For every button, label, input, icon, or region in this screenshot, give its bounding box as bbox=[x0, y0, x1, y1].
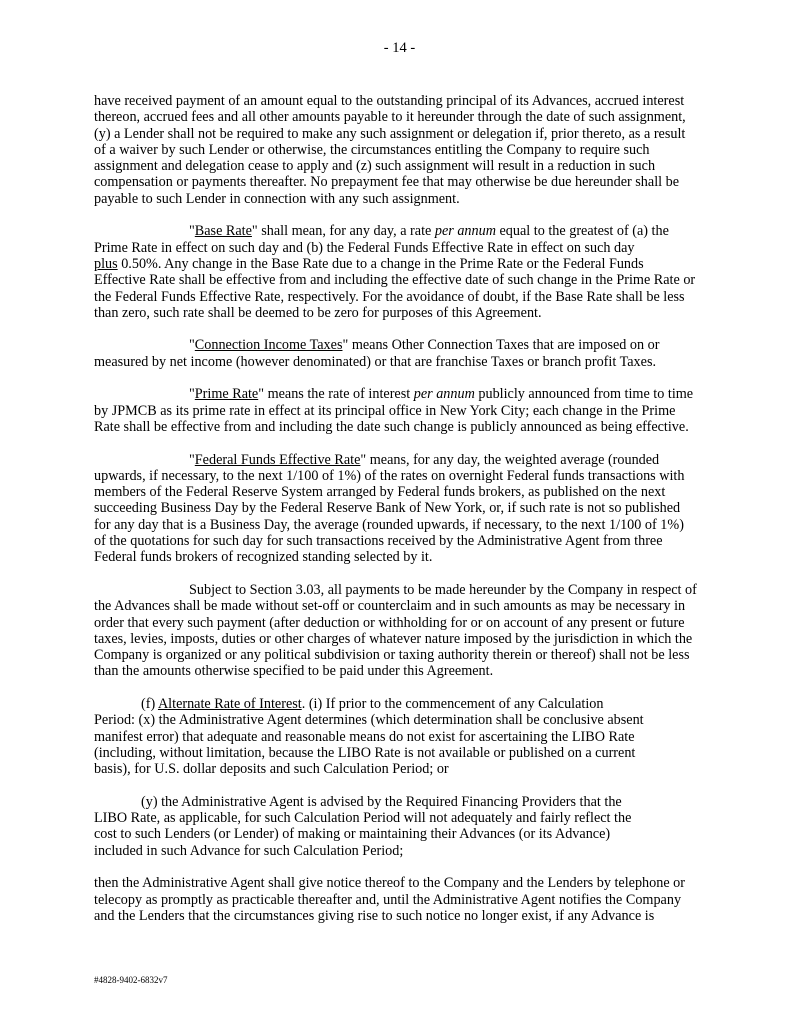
definition-connection-income-taxes: "Connection Income Taxes" means Other Connection Taxes that are imposed on or measured by net income (however denominated) or that are franchise Taxes or branch profit Taxes. bbox=[94, 337, 709, 370]
text-line: have received payment of an amount equal to the outstanding principal of its Advances, accrued interest bbox=[94, 93, 685, 109]
text-line: succeeding Business Day by the Federal Reserve Bank of New York, or, if such rate is not so published bbox=[94, 500, 681, 517]
definition-base-rate: "Base Rate" shall mean, for any day, a rate per annum equal to the greatest of (a) the Prime Rate in effect on such day and (b) the Federal Funds Effective Rate in effect on such day plus 0.50%. Any change in the Base Rate due to a change in the Prime Rate or the Federal Funds Effective Rate shall be effective from and including the effective date of such change in the Prime Rate or the Federal Funds Effective Rate, respectively. For the avoidance of doubt, if the Base Rate shall be less than zero, such rate shall be deemed to be zero for purposes of this Agreement. bbox=[94, 223, 709, 321]
text-line: (including, without limitation, because the LIBO Rate is not available or published on a current bbox=[94, 744, 636, 761]
definition-prime-rate: "Prime Rate" means the rate of interest per annum publicly announced from time to time by JPMCB as its prime rate in effect at its principal office in New York City; each change in the Prime Rate shall be effective from and including the date such change is publicly announced as being effective. bbox=[94, 386, 709, 435]
text-line: of a waiver by such Lender or otherwise, the circumstances entitling the Company to require such bbox=[94, 141, 650, 158]
text-line: Company is organized or any political subdivision or taxing authority therein or thereof) shall not be less bbox=[94, 647, 690, 664]
paragraph-assignment bbox=[94, 93, 709, 207]
definition-federal-funds-effective-rate: "Federal Funds Effective Rate" means, for any day, the weighted average (rounded upwards, if necessary, to the next 1/100 of 1%) of the rates on overnight Federal funds transactions with members of the Federal Reserve System arranged by Federal funds brokers, as published on the next succeeding Business Day by the Federal Reserve Bank of New York, or, if such rate is not so published for any day that is a Business Day, the average (rounded upwards, if necessary, to the next 1/100 of 1%) of the quotations for such day for such transactions received by the Administrative Agent from three Federal funds brokers of recognized standing selected by it. bbox=[94, 452, 709, 566]
defined-term: Federal Funds Effective Rate bbox=[194, 451, 361, 468]
text-line: (y) a Lender shall not be required to make any such assignment or delegation if, prior thereto, as a result bbox=[94, 125, 686, 142]
text-line: LIBO Rate, as applicable, for such Calculation Period will not adequately and fairly reflect the bbox=[94, 810, 632, 827]
clause-y: (y) the Administrative Agent is advised by the Required Financing Providers that the LIBO Rate, as applicable, for such Calculation Period will not adequately and fairly reflect the cost to such Lenders (or Lender) of making or maintaining their Advances (or its Advance) included in such Advance for such Calculation Period; bbox=[94, 794, 709, 859]
text-line: Prime Rate in effect on such day and (b) the Federal Funds Effective Rate in effect on such day bbox=[94, 239, 635, 256]
text-line: the Federal Funds Effective Rate, respectively. For the avoidance of doubt, if the Base Rate shall be less bbox=[94, 288, 685, 305]
defined-term: Connection Income Taxes bbox=[194, 337, 343, 354]
paragraph-then bbox=[94, 875, 709, 924]
document-id-footer: #4828-9402-6832v7 bbox=[94, 975, 168, 985]
text-line: payable to such Lender in connection with any such assignment. bbox=[94, 190, 460, 207]
text-line: of the quotations for such day for such transactions received by the Administrative Agent from three bbox=[94, 533, 663, 550]
defined-term: Base Rate bbox=[194, 223, 252, 240]
section-alternate-rate: (f) Alternate Rate of Interest. (i) If prior to the commencement of any Calculation Period: (x) the Administrative Agent determines (which determination shall be conclusive absent manifest error) that adequate and reasonable means do not exist for ascertaining the LIBO Rate (including, without limitation, because the LIBO Rate is not available or published on a current basis), for U.S. dollar deposits and such Calculation Period; or bbox=[94, 696, 709, 777]
text-line: taxes, levies, imposts, duties or other charges of whatever nature imposed by the jurisdiction in which the bbox=[94, 630, 693, 647]
page-number: - 14 - bbox=[383, 40, 416, 56]
text-line: by JPMCB as its prime rate in effect at its principal office in New York City; each change in the Prime bbox=[94, 402, 676, 419]
text-line: the Advances shall be made without set-off or counterclaim and in such amounts as may be necessary in bbox=[94, 598, 686, 615]
text-line: for any day that is a Business Day, the average (rounded upwards, if necessary, to the next 1/100 of 1%) bbox=[94, 516, 684, 533]
document-body bbox=[94, 93, 709, 924]
text-line: then the Administrative Agent shall give notice thereof to the Company and the Lenders by telephone or bbox=[94, 875, 685, 892]
text-line: Period: (x) the Administrative Agent determines (which determination shall be conclusive absent bbox=[94, 712, 644, 729]
text-line: order that every such payment (after deduction or withholding for or on account of any present or future bbox=[94, 614, 685, 631]
text-line: and the Lenders that the circumstances giving rise to such notice no longer exist, if any Advance is bbox=[94, 907, 655, 924]
text-line: upwards, if necessary, to the next 1/100 of 1%) of the rates on overnight Federal funds transactions with bbox=[94, 467, 685, 484]
text-line: compensation or payments thereafter. No prepayment fee that may otherwise be due hereunder shall be bbox=[94, 174, 680, 191]
text-line: basis), for U.S. dollar deposits and such Calculation Period; or bbox=[94, 761, 449, 778]
text-line: manifest error) that adequate and reasonable means do not exist for ascertaining the LIBO Rate bbox=[94, 728, 635, 745]
text-line: measured by net income (however denominated) or that are franchise Taxes or branch profit Taxes. bbox=[94, 353, 657, 370]
text-line: than zero, such rate shall be deemed to be zero for purposes of this Agreement. bbox=[94, 304, 542, 321]
text-line: Rate shall be effective from and including the date such change is publicly announced as being effective. bbox=[94, 418, 689, 435]
text-line: members of the Federal Reserve System arranged by Federal funds brokers, as published on the next bbox=[94, 484, 666, 501]
text-line: thereon, accrued fees and all other amounts payable to it hereunder through the date of such assignment, bbox=[94, 109, 686, 126]
text-line: included in such Advance for such Calculation Period; bbox=[94, 842, 404, 859]
defined-term: Prime Rate bbox=[194, 386, 259, 403]
section-heading: Alternate Rate of Interest bbox=[157, 695, 302, 712]
text-line: Federal funds brokers of recognized standing selected by it. bbox=[94, 549, 433, 566]
text-line: telecopy as promptly as practicable thereafter and, until the Administrative Agent notifies the Company bbox=[94, 891, 682, 908]
text-line: Effective Rate shall be effective from and including the effective date of such change in the Prime Rate or bbox=[94, 272, 696, 289]
text-line: than the amounts otherwise specified to be paid under this Agreement. bbox=[94, 663, 494, 680]
text-line: cost to such Lenders (or Lender) of making or maintaining their Advances (or its Advance) bbox=[94, 826, 611, 843]
paragraph-subject-to: Subject to Section 3.03, all payments to be made hereunder by the Company in respect of the Advances shall be made without set-off or counterclaim and in such amounts as may be necessary in order that every such payment (after deduction or withholding for or on account of any present or future taxes, levies, imposts, duties or other charges of whatever nature imposed by the jurisdiction in which the Company is organized or any political subdivision or taxing authority therein or thereof) shall not be less than the amounts otherwise specified to be paid under this Agreement. bbox=[94, 582, 709, 680]
text-line: assignment and delegation cease to apply and (z) such assignment will result in a reduction in such bbox=[94, 158, 656, 175]
